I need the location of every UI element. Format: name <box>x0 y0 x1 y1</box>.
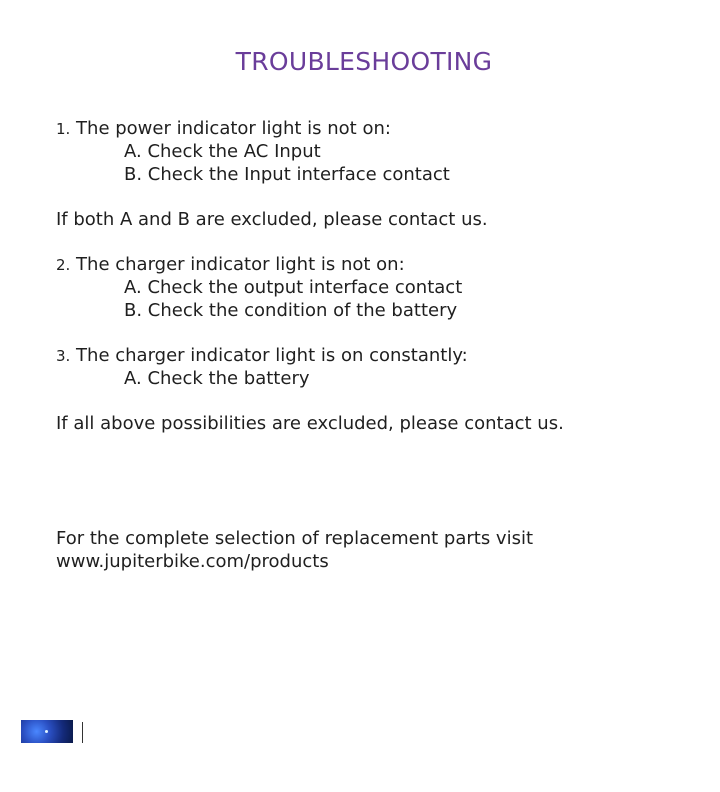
note-both-excluded: If both A and B are excluded, please contact us. <box>56 209 488 230</box>
section-2-number: 2. <box>56 256 71 274</box>
section-3-heading-text: The charger indicator light is on constantly: <box>70 345 468 366</box>
section-2-heading-text: The charger indicator light is not on: <box>70 254 405 275</box>
replacement-parts-url: www.jupiterbike.com/products <box>56 551 329 572</box>
section-2-item-b: B. Check the condition of the battery <box>124 300 458 321</box>
section-1-heading <box>56 117 676 140</box>
section-1-item-b: B. Check the Input interface contact <box>124 164 450 185</box>
section-1-heading-text: The power indicator light is not on: <box>70 118 391 139</box>
brand-logo-image <box>21 720 73 743</box>
footer-divider <box>82 722 83 743</box>
troubleshooting-content <box>56 117 676 573</box>
section-3-heading <box>56 344 676 367</box>
note-all-excluded: If all above possibilities are excluded, please contact us. <box>56 413 564 434</box>
page-title: TROUBLESHOOTING <box>235 47 493 76</box>
section-3-item-a: A. Check the battery <box>124 368 310 389</box>
section-2-item-a: A. Check the output interface contact <box>124 277 463 298</box>
section-1-item-a: A. Check the AC Input <box>124 141 321 162</box>
section-1-number: 1. <box>56 120 71 138</box>
section-3-number: 3. <box>56 347 71 365</box>
replacement-parts-text: For the complete selection of replacement parts visit <box>56 528 534 549</box>
section-2-heading <box>56 253 676 276</box>
logo-spark-icon <box>45 730 48 733</box>
